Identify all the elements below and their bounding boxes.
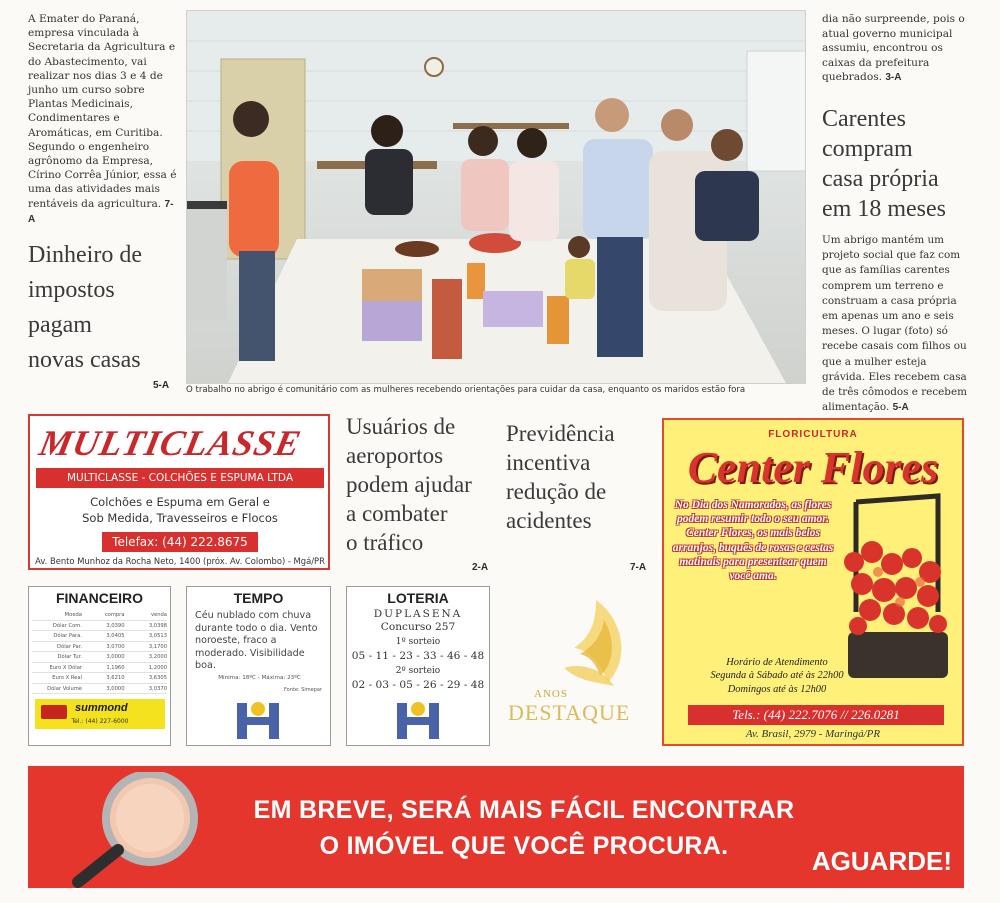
- table-cell: 1,2000: [148, 664, 167, 671]
- box-financeiro: [28, 586, 171, 746]
- flores-phone: Tels.: (44) 222.7076 // 226.0281: [688, 705, 944, 725]
- flores-copy: No Dia dos Namorados, as flores podem resumir todo o seu amor. Center Flores, os mais belos arranjos, buquês de rosas e cestas matinais para presentear quem você ama.: [672, 499, 834, 583]
- headline-dinheiro-ref: 5-A: [153, 380, 170, 391]
- headline-line: aeroportos: [346, 443, 444, 468]
- flores-logo: Center Flores: [687, 443, 939, 492]
- table-cell: 3,0370: [148, 685, 167, 692]
- headline-aeroportos-ref: 2-A: [472, 562, 489, 573]
- headline-line: em 18 meses: [822, 196, 946, 222]
- table-row: [32, 652, 167, 663]
- summond-logo-icon: [41, 705, 67, 719]
- headline-line: Previdência: [506, 421, 615, 446]
- table-cell: 3,0513: [148, 633, 167, 639]
- headline-line: Carentes: [822, 106, 906, 132]
- financeiro-table: [32, 610, 167, 694]
- headline-line: casa própria: [822, 166, 939, 192]
- box-tempo: [186, 586, 331, 746]
- summond-sponsor[interactable]: [35, 699, 165, 729]
- headline-previdencia-ref: 7-A: [630, 562, 647, 573]
- table-cell: 3,0000: [106, 654, 125, 660]
- table-row: [32, 684, 167, 695]
- headline-line: a combater: [346, 501, 448, 526]
- h-logo-icon: [395, 699, 441, 741]
- table-row: [32, 673, 167, 684]
- table-cell: 3,0700: [106, 643, 125, 650]
- story-prefeitura-ref: 3-A: [885, 72, 902, 84]
- flores-address: Av. Brasil, 2979 - Maringá/PR: [745, 728, 881, 740]
- headline-line: podem ajudar: [346, 472, 472, 497]
- table-cell: 3,2000: [148, 654, 167, 660]
- table-row: [32, 621, 167, 632]
- loteria-concurso: Concurso 257: [380, 621, 456, 633]
- destaque-title: DESTAQUE: [508, 700, 631, 725]
- flores-hours-line: Domingos até às 12h00: [727, 683, 827, 695]
- loteria-sorteio2-numbers: 02 - 03 - 05 - 26 - 29 - 48: [351, 679, 485, 691]
- table-cell: Dólar Volume: [47, 685, 82, 692]
- table-row: [32, 663, 167, 674]
- loteria-sorteio2-label: 2º sorteio: [395, 665, 441, 676]
- ad-multiclasse[interactable]: [28, 414, 330, 570]
- story-abrigo-ref: 5-A: [892, 402, 909, 414]
- story-prefeitura-body: dia não surpreende, pois o atual governo municipal assumiu, encontrou os caixas da prefeitura quebrados.: [822, 13, 965, 84]
- summond-phone: Tel.: (44) 227-6000: [71, 718, 129, 725]
- banner-message: [234, 792, 814, 864]
- financeiro-title: FINANCEIRO: [55, 590, 144, 606]
- headline-line: pagam: [28, 312, 92, 338]
- table-cell: Euro X Dólar: [49, 664, 82, 671]
- headline-line: Dinheiro de: [28, 242, 142, 268]
- flores-hours-title: Horário de Atendimento: [726, 657, 828, 668]
- loteria-sorteio1-label: 1º sorteio: [395, 636, 441, 647]
- table-cell: 3,1700: [148, 643, 167, 650]
- table-cell: 3,0390: [106, 622, 125, 629]
- story-abrigo-body: Um abrigo mantém um projeto social que faz com que as famílias carentes comprem um terreno e construam a casa própria em apenas um ano e seis meses. O lugar (foto) só recebe casais com filhos ou que a mulher esteja grávida. Eles recebem casa de três cômodos e recebem alimentação.: [822, 234, 967, 414]
- table-cell: 3,0405: [106, 633, 125, 639]
- table-header-cell: Moeda: [64, 612, 82, 618]
- story-abrigo: [822, 233, 970, 415]
- flores-hours-line: Segunda à Sábado até às 22h00: [710, 670, 844, 682]
- table-cell: Dólar Com.: [52, 622, 82, 629]
- tempo-forecast: Céu nublado com chuva durante todo o dia. Vento noroeste, fraco a moderado. Visibilidade boa.: [195, 610, 318, 671]
- photo-shelter-kitchen: [186, 10, 806, 384]
- tempo-minmax: Mínima: 18ºC - Máxima: 23ºC: [218, 675, 301, 681]
- table-cell: 3,0000: [106, 685, 125, 692]
- headline-line: o tráfico: [346, 530, 424, 555]
- headline-line: compram: [822, 136, 913, 162]
- table-header-cell: compra: [104, 612, 125, 618]
- magnifying-glass-icon: [68, 772, 218, 888]
- table-cell: Euro X Real: [52, 675, 82, 681]
- multiclasse-logo: MULTICLASSE: [35, 423, 305, 463]
- table-cell: 3,0398: [148, 622, 167, 629]
- table-cell: Dólar Para.: [53, 633, 82, 639]
- headline-line: acidentes: [506, 508, 592, 533]
- table-row: [32, 631, 167, 642]
- story-emater: [28, 12, 178, 227]
- ad-center-flores[interactable]: [662, 418, 964, 746]
- summond-name: summond: [75, 702, 128, 714]
- anos-destaque-logo: [504, 590, 644, 746]
- photo-caption: O trabalho no abrigo é comunitário com as mulheres recebendo orientações para cuidar da casa, enquanto os maridos estão fora: [186, 385, 746, 395]
- story-emater-body: A Emater do Paraná, empresa vinculada à Secretaria da Agricultura e do Abastecimento, vai realizar nos dias 3 e 4 de junho um curso sobre Plantas Medicinais, Condimentares e Aromáticas, em Curitiba. Segundo o engenheiro agrônomo da Empresa, Círino Corrêa Júnior, essa é uma das atividades mais rentáveis da agricultura.: [28, 13, 177, 210]
- table-cell: 1,1960: [106, 664, 125, 671]
- headline-dinheiro-impostos[interactable]: [28, 238, 188, 378]
- headline-line: impostos: [28, 277, 115, 303]
- headline-line: redução de: [506, 479, 607, 504]
- multiclasse-desc-line: Sob Medida, Travesseiros e Flocos: [82, 511, 278, 525]
- multiclasse-phone: Telefax: (44) 222.8675: [102, 532, 258, 552]
- multiclasse-band: MULTICLASSE - COLCHÕES E ESPUMA LTDA: [36, 468, 324, 488]
- table-cell: 3,6305: [148, 675, 167, 681]
- banner-line: O IMÓVEL QUE VOCÊ PROCURA.: [319, 832, 729, 860]
- table-cell: Dólar Par.: [57, 643, 82, 650]
- loteria-game: DUPLASENA: [373, 608, 463, 620]
- flower-basket-icon: [834, 492, 962, 682]
- multiclasse-description: [40, 494, 320, 526]
- tempo-title: TEMPO: [233, 590, 284, 606]
- destaque-anos: ANOS: [534, 688, 568, 700]
- banner-imovel[interactable]: [28, 766, 964, 888]
- headline-line: Usuários de: [346, 414, 456, 439]
- flores-floricultura: FLORICULTURA: [768, 429, 858, 440]
- h-logo-icon: [235, 699, 281, 741]
- flores-hours: [672, 656, 882, 696]
- headline-line: novas casas: [28, 347, 141, 373]
- table-cell: Dólar Tur.: [57, 654, 82, 660]
- banner-aguarde: AGUARDE!: [811, 846, 952, 876]
- table-row: [32, 642, 167, 653]
- tempo-source: Fonte: Simepar: [283, 687, 322, 693]
- story-emater-ref: 7-A: [28, 198, 174, 225]
- loteria-sorteio1-numbers: 05 - 11 - 23 - 33 - 46 - 48: [351, 650, 485, 662]
- loteria-title: LOTERIA: [387, 590, 449, 606]
- multiclasse-desc-line: Colchões e Espuma em Geral e: [90, 495, 270, 509]
- headline-carentes-casa[interactable]: [822, 104, 982, 224]
- headline-line: incentiva: [506, 450, 591, 475]
- headline-previdencia[interactable]: [506, 419, 646, 535]
- story-prefeitura: [822, 12, 970, 86]
- table-header-cell: venda: [150, 612, 167, 618]
- table-header: [32, 610, 167, 621]
- multiclasse-address: Av. Bento Munhoz da Rocha Neto, 1400 (próx. Av. Colombo) - Mgá/PR: [35, 556, 325, 566]
- table-cell: 3,6210: [106, 675, 125, 681]
- headline-aeroportos[interactable]: [346, 412, 496, 557]
- banner-line: EM BREVE, SERÁ MAIS FÁCIL ENCONTRAR: [253, 796, 795, 824]
- box-loteria: [346, 586, 490, 746]
- photo-illustration: [187, 11, 806, 384]
